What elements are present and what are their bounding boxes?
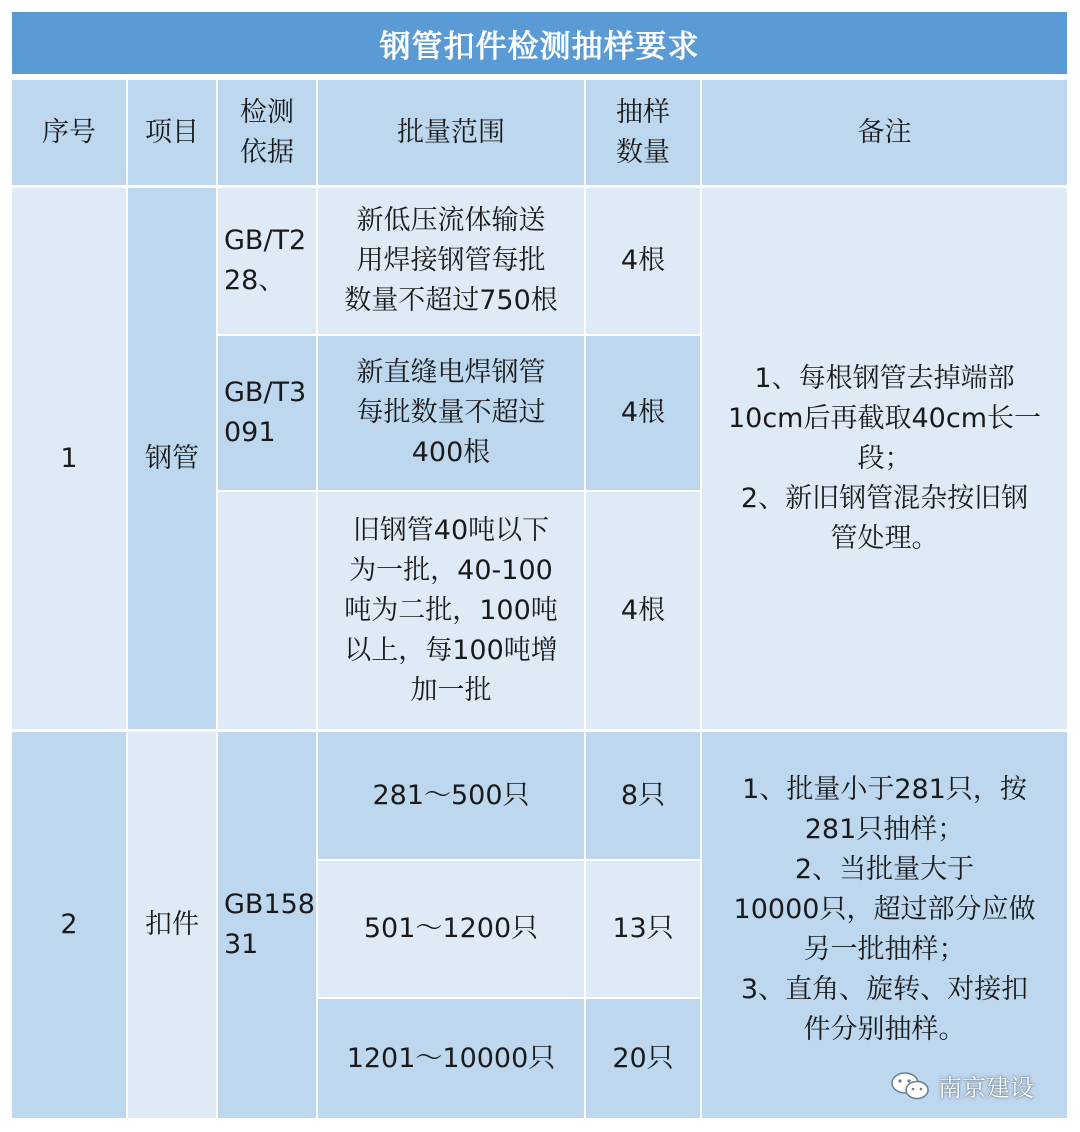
- header-remark: 备注: [702, 80, 1067, 185]
- row2-qty-a: 8只: [586, 732, 700, 859]
- table-title: 钢管扣件检测抽样要求: [12, 12, 1067, 74]
- row1-qty-b: 4根: [586, 336, 700, 490]
- header-qty: 抽样 数量: [586, 80, 700, 185]
- row1-qty-c: 4根: [586, 492, 700, 729]
- row1-basis-b: GB/T3 091: [218, 336, 316, 490]
- row1-remark: 1、每根钢管去掉端部 10cm后再截取40cm长一 段； 2、新旧钢管混杂按旧钢 管处理。: [702, 188, 1067, 729]
- row2-qty-c: 20只: [586, 999, 700, 1118]
- header-seq: 序号: [12, 80, 126, 185]
- header-item: 项目: [128, 80, 216, 185]
- row1-batch-b: 新直缝电焊钢管 每批数量不超过 400根: [318, 336, 584, 490]
- row2-batch-c: 1201～10000只: [318, 999, 584, 1118]
- row2-batch-b: 501～1200只: [318, 861, 584, 997]
- header-basis: 检测 依据: [218, 80, 316, 185]
- row2-basis: GB158 31: [218, 732, 316, 1118]
- watermark-text: 南京建设: [938, 1074, 1034, 1102]
- watermark: [890, 1068, 1034, 1103]
- row2-item: 扣件: [128, 732, 216, 1118]
- row2-seq: 2: [12, 732, 126, 1118]
- wechat-icon: [890, 1071, 930, 1101]
- row1-batch-a: 新低压流体输送 用焊接钢管每批 数量不超过750根: [318, 188, 584, 334]
- row1-qty-a: 4根: [586, 188, 700, 334]
- row1-item: 钢管: [128, 188, 216, 729]
- row1-batch-c: 旧钢管40吨以下 为一批，40-100 吨为二批，100吨 以上，每100吨增 加一批: [318, 492, 584, 729]
- row1-basis-a: GB/T2 28、: [218, 188, 316, 334]
- row2-qty-b: 13只: [586, 861, 700, 997]
- row2-remark: 1、批量小于281只，按 281只抽样； 2、当批量大于 10000只，超过部分应做 另一批抽样； 3、直角、旋转、对接扣 件分别抽样。: [702, 732, 1067, 1118]
- row1-basis-c: [218, 492, 316, 729]
- row2-batch-a: 281～500只: [318, 732, 584, 859]
- header-batch: 批量范围: [318, 80, 584, 185]
- row1-seq: 1: [12, 188, 126, 729]
